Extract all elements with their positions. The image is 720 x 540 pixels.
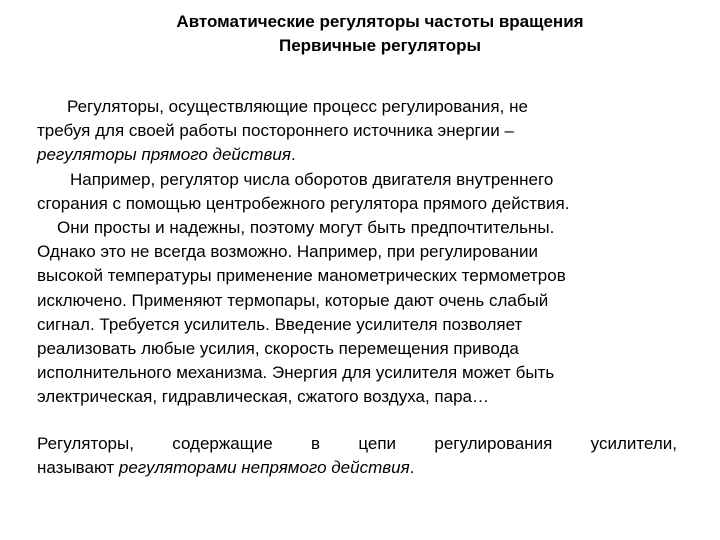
paragraph-3-line-2: называют регуляторами непрямого действия. [37, 457, 415, 477]
paragraph-2-line-8: реализовать любые усилия, скорость перемещения привода [37, 339, 519, 359]
paragraph-1-line-3: регуляторы прямого действия. [37, 145, 296, 165]
paragraph-1-line-2: требуя для своей работы постороннего источника энергии – [37, 121, 514, 141]
body-text [37, 95, 677, 480]
paragraph-2-line-7: сигнал. Требуется усилитель. Введение усилителя позволяет [37, 314, 523, 334]
paragraph-gap [37, 410, 677, 432]
paragraph-3-line-1: Регуляторы, содержащие в цепи регулирования усилители, [37, 433, 677, 453]
paragraph-2-line-9: исполнительного механизма. Энергия для усилителя может быть [37, 363, 555, 383]
paragraph-2-line-6: исключено. Применяют термопары, которые дают очень слабый [37, 290, 549, 310]
paragraph-2-line-4: Однако это не всегда возможно. Например, при регулировании [37, 242, 538, 262]
paragraph-2-line-1: Например, регулятор числа оборотов двигателя внутреннего [70, 169, 554, 189]
term-indirect-action: регуляторами непрямого действия [118, 457, 410, 477]
paragraph-2-line-3: Они просты и надежны, поэтому могут быть предпочтительны. [57, 218, 555, 238]
title-line-1: Автоматические регуляторы частоты вращения [176, 12, 584, 31]
slide-title [0, 10, 720, 58]
term-direct-action: регуляторы прямого действия [37, 145, 291, 165]
paragraph-1-line-1: Регуляторы, осуществляющие процесс регулирования, не [67, 97, 528, 116]
paragraph-2-line-10: электрическая, гидравлическая, сжатого воздуха, пара… [37, 387, 490, 407]
paragraph-2-line-5: высокой температуры применение манометрических термометров [37, 266, 566, 286]
title-line-2: Первичные регуляторы [278, 36, 482, 55]
paragraph-2-line-2: сгорания с помощью центробежного регулятора прямого действия. [37, 193, 570, 213]
